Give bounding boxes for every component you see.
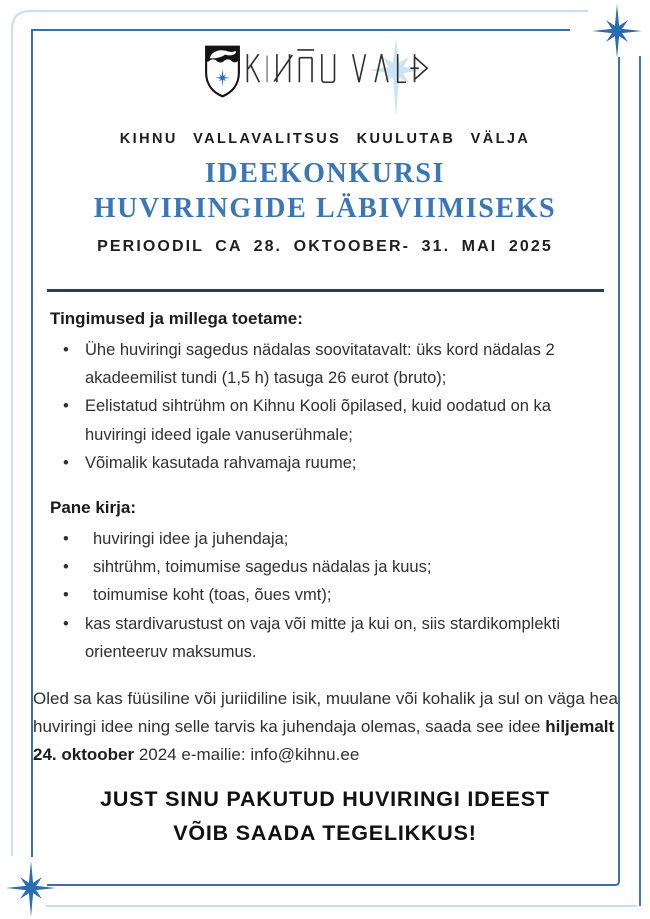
slogan-line-1: JUST SINU PAKUTUD HUVIRINGI IDEEST [100, 787, 550, 811]
logo-wordmark [246, 47, 430, 88]
divider-rule [47, 289, 604, 292]
section-heading-conditions: Tingimused ja millega toetame: [50, 309, 303, 328]
corner-star-top-right-icon [592, 4, 642, 58]
closing-paragraph [33, 685, 621, 770]
list-item: • Ühe huviringi sagedus nädalas soovitatavalt: üks kord nädalas 2 akadeemilist tundi (1,5 h) tasuga 26 eurot (bruto); [50, 336, 578, 392]
title-line-1: IDEEKONKURSI [204, 158, 446, 189]
footer-slogan [0, 782, 650, 850]
contact-email: info@kihnu.ee [250, 745, 360, 765]
list-item: • Võimalik kasutada rahvamaja ruume; [50, 449, 578, 477]
period-line: PERIOODIL CA 28. OKTOOBER- 31. MAI 2025 [97, 238, 553, 255]
closing-text-post: 2024 e-mailie: [134, 745, 251, 765]
title-line-2: HUVIRINGIDE LÄBIVIIMISEKS [93, 193, 557, 224]
list-item: • kas stardivarustust on vaja või mitte ja kui on, siis stardikomplekti orienteeruv maksumus. [50, 610, 578, 666]
list-item: • huviringi idee ja juhendaja; [50, 525, 578, 553]
list-item: • Eelistatud sihtrühm on Kihnu Kooli õpilased, kuid oodatud on ka huviringi ideed igale vanuserühmale; [50, 392, 578, 448]
write-down-list [50, 525, 578, 666]
list-item: • sihtrühm, toimumise sagedus nädalas ja kuus; [50, 553, 578, 581]
section-heading-write-down: Pane kirja: [50, 498, 136, 518]
page-title [0, 156, 650, 226]
body-content [50, 307, 610, 666]
conditions-list [50, 336, 578, 477]
closing-text: Oled sa kas füüsiline või juriidiline isik, muulane või kohalik ja sul on väga hea huviringi idee ning selle tarvis ka juhendaja olemas, saada see idee [33, 689, 618, 737]
list-item: • toimumise koht (toas, õues vmt); [50, 581, 578, 609]
deadline-text: hiljemalt 24. oktoober [33, 717, 615, 765]
corner-star-bottom-left-icon [6, 861, 56, 917]
coat-of-arms-icon [204, 45, 241, 98]
announcement-kicker: KIHNU VALLAVALITSUS KUULUTAB VÄLJA [119, 131, 531, 147]
slogan-line-2: VÕIB SAADA TEGELIKKUS! [173, 821, 477, 845]
